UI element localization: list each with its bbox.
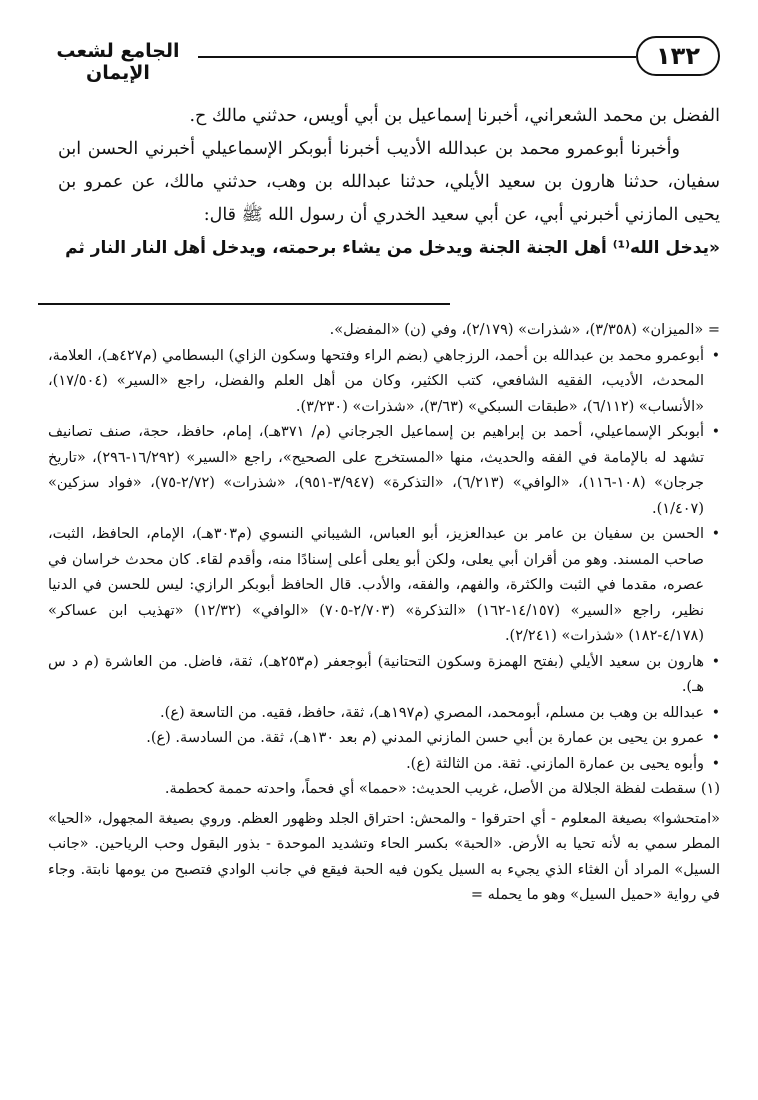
footnote-item <box>48 752 720 778</box>
main-text <box>58 100 720 265</box>
bullet-icon: • <box>711 653 720 670</box>
footnote-item <box>48 344 720 421</box>
footnote-item <box>48 726 720 752</box>
footnote-text: وأبوه يحيى بن عمارة المازني. ثقة. من الثالثة (ع). <box>406 755 704 772</box>
footnotes <box>48 318 720 909</box>
footnote-text: (١) سقطت لفظة الجلالة من الأصل، غريب الحديث: «حمما» أي فحماً، واحدته حممة كحطمة. <box>164 781 720 797</box>
book-title: الجامع لشعب الإيمان <box>56 40 180 84</box>
footnote-1 <box>48 777 720 803</box>
footnote-text: هارون بن سعيد الأيلي (بفتح الهمزة وسكون التحتانية) أبوجعفر (م٢٥٣هـ)، ثقة، فاضل. من العاشرة (م د س هـ). <box>48 653 704 695</box>
main-line-1: الفضل بن محمد الشعراني، أخبرنا إسماعيل بن أبي أويس، حدثني مالك ح. <box>189 106 720 126</box>
footnote-text: = «الميزان» (٣/٣٥٨)، «شذرات» (٢/١٧٩)، وفي (ن) «المفضل». <box>329 322 720 338</box>
footnote-text: عبدالله بن وهب بن مسلم، أبومحمد، المصري (م١٩٧هـ)، ثقة، حافظ، فقيه. من التاسعة (ع). <box>160 704 704 721</box>
footnote-item <box>48 701 720 727</box>
page-number: ١٣٢ <box>636 36 720 76</box>
bullet-icon: • <box>711 347 720 364</box>
bullet-icon: • <box>711 730 720 746</box>
main-paragraph-2: وأخبرنا أبوعمرو محمد بن عبدالله الأديب أخبرنا أبوبكر الإسماعيلي أخبرني الحسن ابن سفيان، حدثنا هارون بن سعيد الأيلي، حدثنا عبدالله بن وهب، حدثني مالك، عن عمرو بن يحيى المازني أخبرني أبي، عن أبي سعيد الخدري أن رسول الله ﷺ قال: <box>58 139 720 225</box>
footnote-item <box>48 650 720 701</box>
bullet-icon: • <box>711 526 720 542</box>
hadith-text: «يدخل الله⁽¹⁾ أهل الجنة الجنة ويدخل من يشاء برحمته، ويدخل أهل النار النار ثم <box>65 238 720 258</box>
footnote-continuation <box>48 318 720 344</box>
footnote-item <box>48 522 720 650</box>
footnote-divider <box>38 303 450 305</box>
footnote-text: أبوبكر الإسماعيلي، أحمد بن إبراهيم بن إسماعيل الجرجاني (م/ ٣٧١هـ)، إمام، حافظ، حجة، صنف تصانيف تشهد له بالإمامة في الفقه والحديث، منها «المستخرج على الصحيح»، راجع «السير» (١٦/٢٩٢-٢٩٦)، «تاريخ جرجان» (١٠٨-١١٦)، «الوافي» (٦/٢١٣)، «التذكرة» (٣/٩٤٧-٩٥١)، «شذرات» (٢/٧٢-٧٥)، «فواد سزكين» (١/٤٠٧). <box>48 424 705 517</box>
footnote-item <box>48 420 720 522</box>
gharib-explanation: «امتحشوا» بصيغة المعلوم - أي احترقوا - والمحش: احتراق الجلد وظهور العظم. وروي بصيغة المجهول، «الحيا» المطر سمي به لأنه تحيا به الأرض. «الحبة» بكسر الحاء وتشديد الموحدة - بذور البقول وحب الرياحين. «جانب السيل» المراد أن الغثاء الذي يجيء به السيل يكون فيه الحبة فيقع في جانب الوادي فتصبح من يومها نابتة. وجاء في رواية «حميل السيل» وهو ما يحمله = <box>48 810 720 903</box>
page-header <box>38 36 720 84</box>
bullet-icon: • <box>711 424 720 440</box>
bullet-icon: • <box>711 704 720 721</box>
footnote-text: أبوعمرو محمد بن عبدالله بن أحمد، الرزجاهي (بضم الراء وفتحها وسكون الزاي) البسطامي (م٤٢٧هـ)، العلامة، المحدث، الأديب، الفقيه الشافعي، كتب الكثير، وكان من أهل العلم والفضل، راجع «السير» (١٧/٥٠٤)، «الأنساب» (٦/١١٢)، «طبقات السبكي» (٣/٦٣)، «شذرات» (٣/٢٣٠). <box>48 347 704 415</box>
bullet-icon: • <box>711 755 720 772</box>
footnote-text: الحسن بن سفيان بن عامر بن عبدالعزيز، أبو العباس، الشيباني النسوي (م٣٠٣هـ)، الإمام، الحافظ، الثبت، صاحب المسند. وهو من أقران أبي يعلى، ولكن أبو يعلى أعلى إسنادًا منه، وأقدم لقاء. كان محدث خراسان في عصره، مقدما في الثبت والكثرة، والفهم، والفقه، والأدب. قال الحافظ أبوبكر الرازي: ليس للحسن في الدنيا نظير، راجع «السير» (١٤/١٥٧-١٦٢) «التذكرة» (٢/٧٠٣-٧٠٥) «الوافي» (١٢/٣٢) «تهذيب ابن عساكر» (٤/١٧٨-١٨٢) «شذرات» (٢/٢٤١). <box>48 526 705 644</box>
header-rule <box>198 56 636 58</box>
footnote-text: عمرو بن يحيى بن عمارة بن أبي حسن المازني المدني (م بعد ١٣٠هـ)، ثقة. من السادسة. (ع). <box>146 730 704 746</box>
